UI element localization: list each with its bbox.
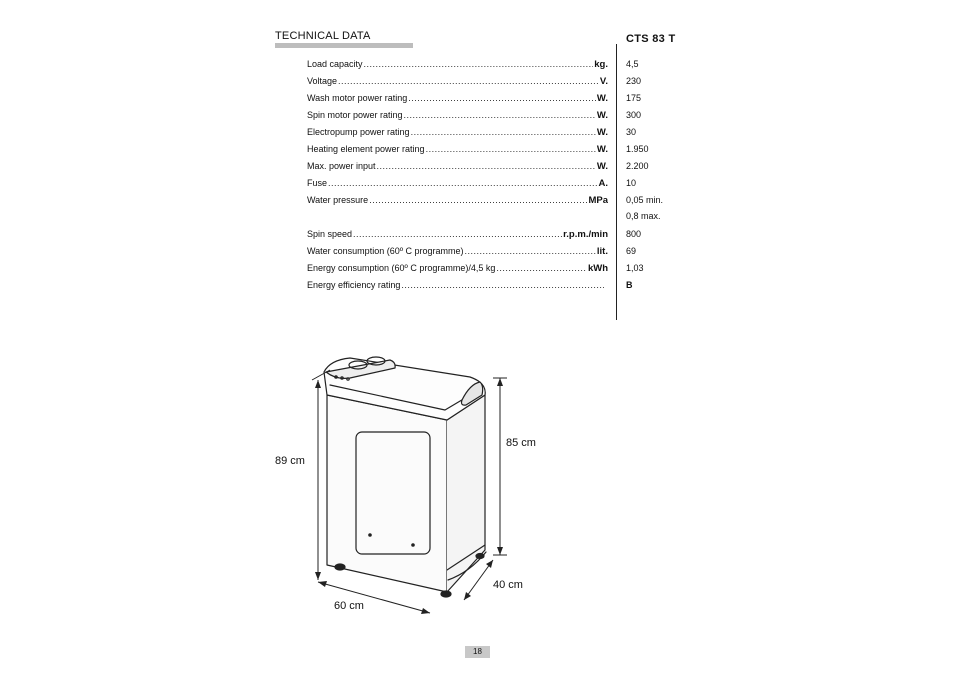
- spec-value: 0,8 max.: [626, 211, 661, 221]
- spec-value: 10: [626, 178, 637, 188]
- spec-value: 300: [626, 110, 642, 120]
- spec-label: Electropump power rating: [307, 127, 410, 137]
- spec-unit: V.: [599, 76, 608, 87]
- spec-label: Water pressure: [307, 195, 369, 205]
- dimension-depth-label: 40 cm: [493, 579, 523, 591]
- spec-value: 69: [626, 246, 637, 256]
- spec-value: 4,5: [626, 59, 639, 69]
- spec-value: 1,03: [626, 263, 644, 273]
- dimension-height-label-right: 85 cm: [506, 437, 536, 449]
- spec-label: Heating element power rating: [307, 144, 425, 154]
- spec-label: Wash motor power rating: [307, 93, 408, 103]
- spec-value: 0,05 min.: [626, 195, 664, 205]
- spec-unit: W.: [596, 127, 608, 138]
- spec-label: Max. power input: [307, 161, 376, 171]
- spec-value: 230: [626, 76, 642, 86]
- spec-unit: W.: [596, 93, 608, 104]
- dimension-width-label: 60 cm: [334, 600, 364, 612]
- spec-label: Energy efficiency rating: [307, 280, 401, 290]
- spec-value: 800: [626, 229, 642, 239]
- dimension-height-label: 89 cm: [275, 455, 305, 467]
- section-title: TECHNICAL DATA: [275, 30, 371, 42]
- model-name: CTS 83 T: [626, 33, 676, 45]
- spec-unit: lit.: [596, 246, 608, 257]
- spec-value: 175: [626, 93, 642, 103]
- spec-unit: W.: [596, 161, 608, 172]
- spec-unit: A.: [598, 178, 608, 189]
- spec-label: Spin speed: [307, 229, 353, 239]
- spec-unit: kWh: [587, 263, 608, 274]
- spec-label: Water consumption (60º C programme): [307, 246, 464, 256]
- spec-label: Voltage: [307, 76, 338, 86]
- spec-unit: MPa: [588, 195, 608, 206]
- spec-label: Load capacity: [307, 59, 363, 69]
- spec-label: Spin motor power rating: [307, 110, 403, 120]
- page-number: 18: [465, 646, 490, 658]
- spec-unit: kg.: [594, 59, 608, 70]
- spec-label: Fuse: [307, 178, 328, 188]
- spec-value: B: [626, 280, 633, 290]
- spec-label: Energy consumption (60º C programme)/4,5 kg: [307, 263, 496, 273]
- spec-value: 30: [626, 127, 637, 137]
- spec-unit: r.p.m./min: [563, 229, 608, 240]
- spec-unit: W.: [596, 144, 608, 155]
- spec-value: 1.950: [626, 144, 649, 154]
- spec-unit: W.: [596, 110, 608, 121]
- spec-value: 2.200: [626, 161, 649, 171]
